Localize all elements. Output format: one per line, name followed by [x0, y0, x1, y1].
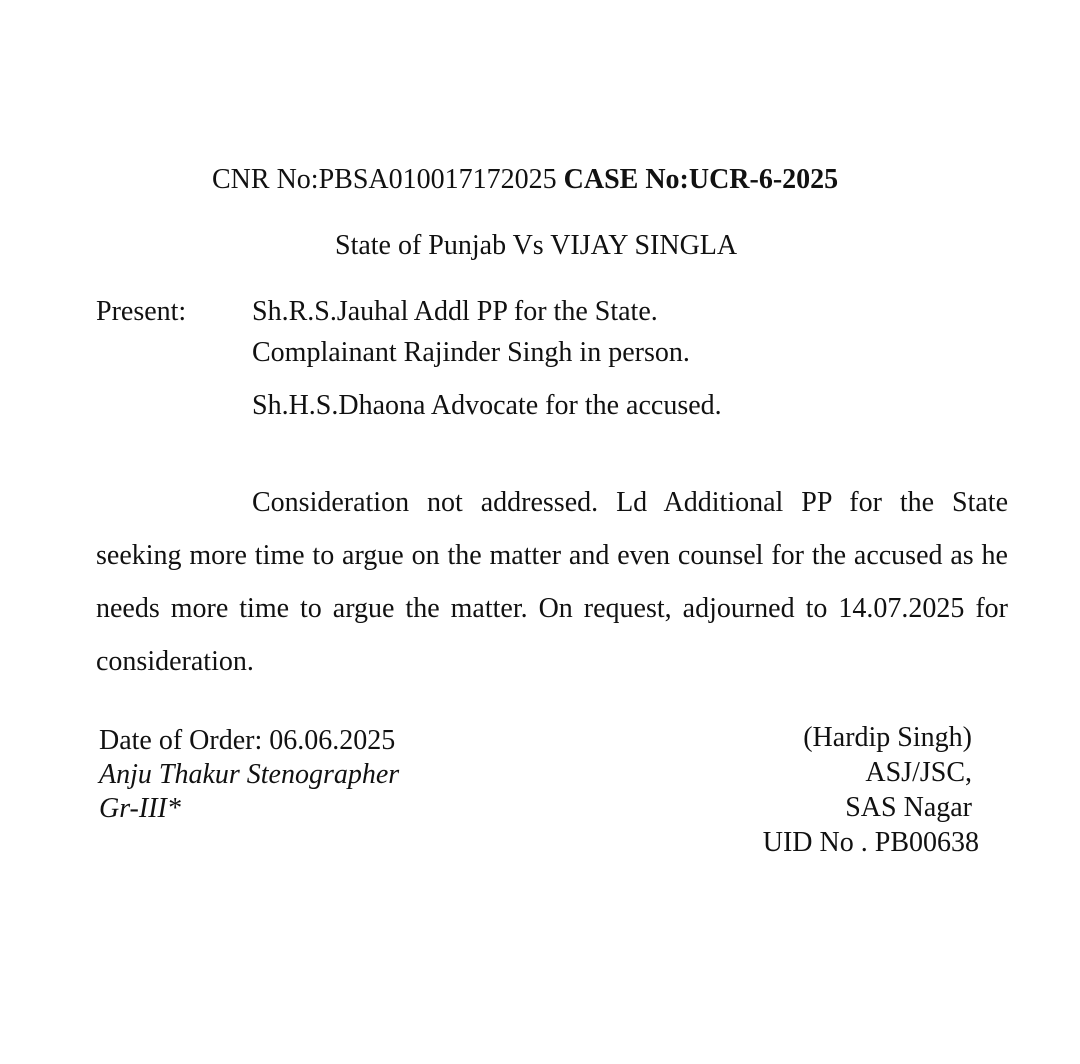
- present-line-complainant: Complainant Rajinder Singh in person.: [252, 337, 690, 368]
- case-header: [212, 166, 838, 194]
- case-parties: State of Punjab Vs VIJAY SINGLA: [335, 230, 738, 261]
- judge-uid: UID No . PB00638: [762, 827, 979, 858]
- judge-name: (Hardip Singh): [803, 722, 972, 753]
- present-line-advocate: Sh.H.S.Dhaona Advocate for the accused.: [252, 390, 722, 421]
- present-label: Present:: [96, 296, 187, 327]
- date-of-order: Date of Order: 06.06.2025: [99, 725, 396, 756]
- present-line-pp: Sh.R.S.Jauhal Addl PP for the State.: [252, 296, 658, 327]
- cnr-number: CNR No:PBSA010017172025: [212, 164, 557, 195]
- order-paragraph: Consideration not addressed. Ld Additional PP for the State seeking more time to argue on the matter and even counsel for the accused as he needs more time to argue the matter. On request, adjourned to 14.07.2025 for consideration.: [96, 487, 1008, 677]
- case-number: CASE No:UCR-6-2025: [563, 164, 839, 195]
- stenographer-grade: Gr-III*: [99, 793, 181, 824]
- judge-designation: ASJ/JSC,: [865, 757, 972, 788]
- stenographer-name: Anju Thakur Stenographer: [99, 759, 400, 790]
- footer-left-block: [99, 724, 399, 826]
- signature-block: [762, 720, 979, 860]
- court-place: SAS Nagar: [845, 792, 972, 823]
